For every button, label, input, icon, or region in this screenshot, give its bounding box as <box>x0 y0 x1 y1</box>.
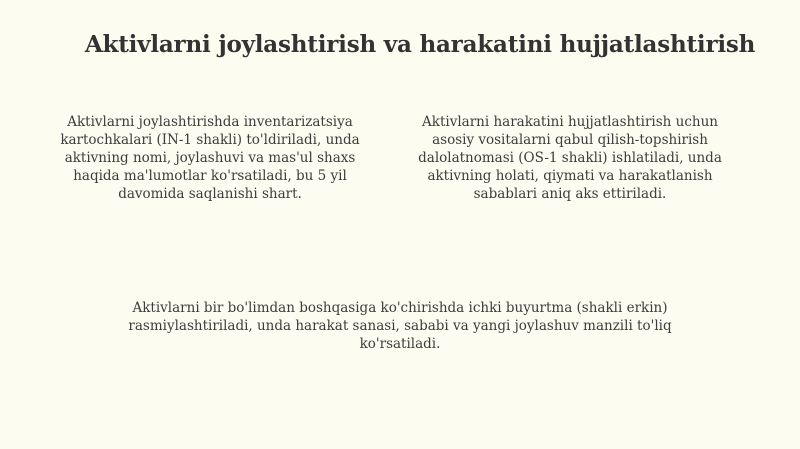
paragraph-transfer-act: Aktivlarni harakatini hujjatlashtirish uchun asosiy vositalarni qabul qilish-topshirish dalolatnomasi (OS-1 shakli) ishlatiladi, unda aktivning holati, qiymati va harakatlanish sabablari aniq aks ettiriladi. <box>418 114 722 202</box>
paragraph-inventory-card: Aktivlarni joylashtirishda inventarizatsiya kartochkalari (IN-1 shakli) to'ldiriladi, unda aktivning nomi, joylashuvi va mas'ul shaxs haqida ma'lumotlar ko'rsatiladi, bu 5 yil davomida saqlanishi shart. <box>60 114 360 202</box>
slide-title: Aktivlarni joylashtirish va harakatini hujjatlashtirish <box>84 31 756 58</box>
paragraph-internal-order: Aktivlarni bir bo'limdan boshqasiga ko'chirishda ichki buyurtma (shakli erkin) rasmiylashtiriladi, unda harakat sanasi, sababi va yangi joylashuv manzili to'liq ko'rsatiladi. <box>128 300 672 352</box>
